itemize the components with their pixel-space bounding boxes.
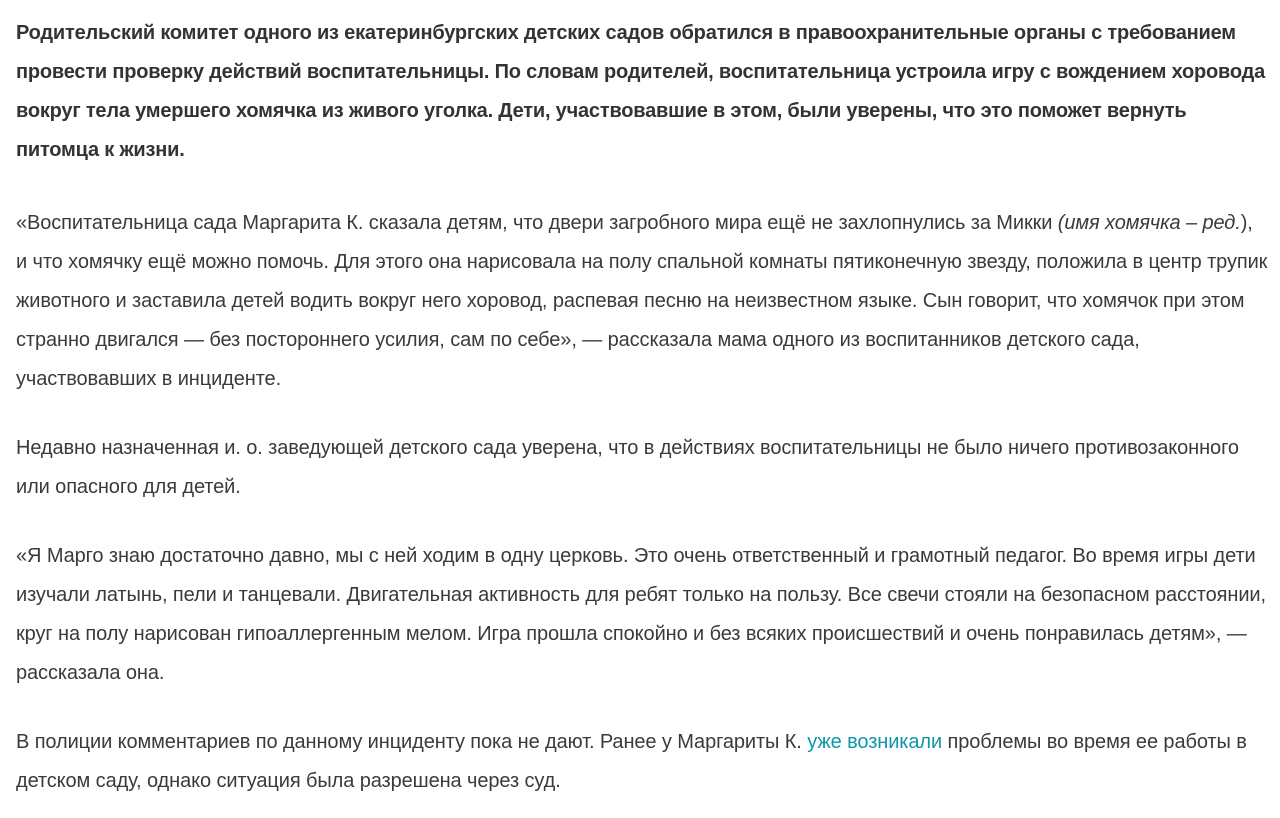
- quote-text-end: ), и что хомячку ещё можно помочь. Для этого она нарисовала на полу спальной комнаты пятиконечную звезду, положила в центр трупик животного и заставила детей водить вокруг него хоровод, распевая песню на неизвестном языке. Сын говорит, что хомячок при этом странно двигался — без постороннего усилия, сам по себе», — рассказала мама одного из воспитанников детского сада, участвовавших в инциденте.: [16, 212, 1268, 390]
- police-paragraph: [16, 723, 1268, 801]
- police-text-start: В полиции комментариев по данному инциденту пока не дают. Ранее у Маргариты К.: [16, 731, 808, 753]
- paragraph-spacer: [16, 507, 1268, 537]
- lead-paragraph: Родительский комитет одного из екатеринбургских детских садов обратился в правоохранительные органы с требованием провести проверку действий воспитательницы. По словам родителей, воспитательница устроила игру с вождением хоровода вокруг тела умершего хомячка из живого уголка. Дети, участвовавшие в этом, были уверены, что это поможет вернуть питомца к жизни.: [16, 22, 1266, 161]
- quote-paragraph-director: «Я Марго знаю достаточно давно, мы с ней ходим в одну церковь. Это очень ответственный и грамотный педагог. Во время игры дети изучали латынь, пели и танцевали. Двигательная активность для ребят только на пользу. Все свечи стояли на безопасном расстоянии, круг на полу нарисован гипоаллергенным мелом. Игра прошла спокойно и без всяких происшествий и очень понравилась детям», — рассказала она.: [16, 545, 1266, 684]
- previous-problems-link[interactable]: уже возникали: [807, 731, 943, 753]
- police-text-end: проблемы во время ее работы в детском саду, однако ситуация была разрешена через суд.: [16, 731, 1247, 792]
- director-paragraph: Недавно назначенная и. о. заведующей детского сада уверена, что в действиях воспитательницы не было ничего противозаконного или опасного для детей.: [16, 437, 1239, 498]
- article-body: [16, 14, 1268, 801]
- paragraph-spacer: [16, 693, 1268, 723]
- quote-text-start: «Воспитательница сада Маргарита К. сказала детям, что двери загробного мира ещё не захлопнулись за Микки: [16, 212, 1058, 234]
- paragraph-spacer: [16, 170, 1268, 204]
- quote-paragraph-mother: [16, 204, 1268, 399]
- editor-note: (имя хомячка – ред.: [1057, 212, 1241, 234]
- paragraph-spacer: [16, 399, 1268, 429]
